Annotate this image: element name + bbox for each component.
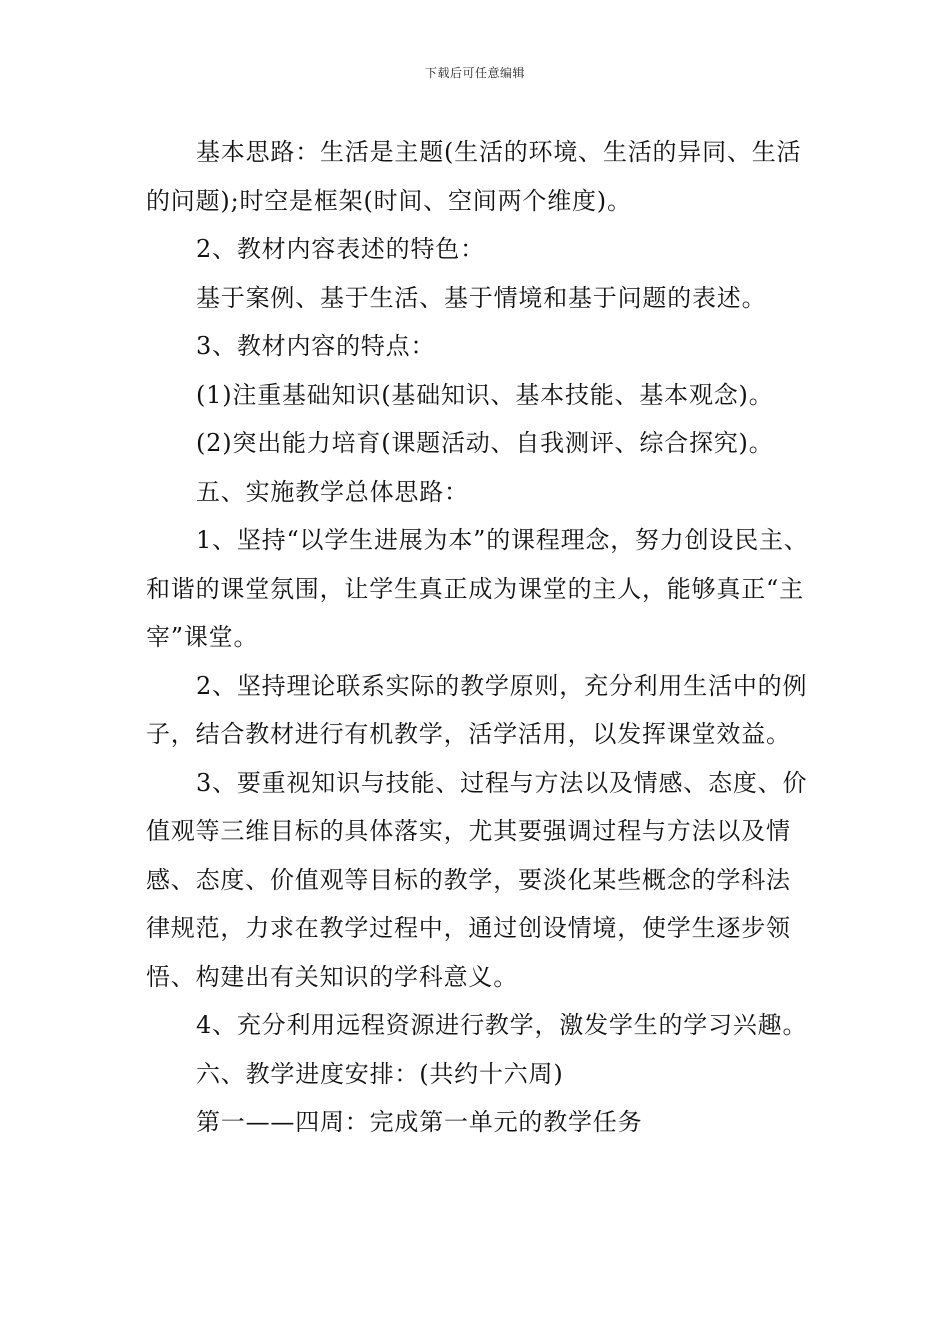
document-body bbox=[146, 128, 810, 1147]
paragraph-basic-idea: 基本思路：生活是主题(生活的环境、生活的异同、生活的问题);时空是框架(时间、空间两个维度)。 bbox=[146, 138, 802, 215]
paragraph-principle-2: 2、坚持理论联系实际的教学原则，充分利用生活中的例子，结合教材进行有机教学，活学活用，以发挥课堂效益。 bbox=[146, 671, 808, 748]
paragraph-principle-4: 4、充分利用远程资源进行教学，激发学生的学习兴趣。 bbox=[196, 1011, 808, 1039]
paragraph-principle-3: 3、要重视知识与技能、过程与方法以及情感、态度、价值观等三维目标的具体落实，尤其要强调过程与方法以及情感、态度、价值观等目标的教学，要淡化某些概念的学科法律规范，力求在教学过程中，通过创设情境，使学生逐步领悟、构建出有关知识的学科意义。 bbox=[146, 768, 808, 991]
paragraph-heading-2: 2、教材内容表述的特色： bbox=[196, 235, 485, 263]
paragraph-principle-1: 1、坚持“以学生进展为本”的课程理念，努力创设民主、和谐的课堂氛围，让学生真正成为课堂的主人，能够真正“主宰”课堂。 bbox=[146, 526, 809, 651]
paragraph-item-2: (2)突出能力培育(课题活动、自我测评、综合探究)。 bbox=[196, 429, 774, 457]
paragraph-section-6: 六、教学进度安排：(共约十六周) bbox=[196, 1059, 564, 1088]
paragraph-case-based: 基于案例、基于生活、基于情境和基于问题的表述。 bbox=[196, 283, 767, 312]
page-header: 下载后可任意编辑 bbox=[424, 66, 525, 80]
paragraph-item-1: (1)注重基础知识(基础知识、基本技能、基本观念)。 bbox=[196, 380, 774, 409]
paragraph-section-5: 五、实施教学总体思路： bbox=[196, 477, 469, 506]
paragraph-heading-3: 3、教材内容的特点： bbox=[196, 332, 436, 360]
paragraph-schedule-1: 第一——四周：完成第一单元的教学任务 bbox=[196, 1108, 643, 1136]
